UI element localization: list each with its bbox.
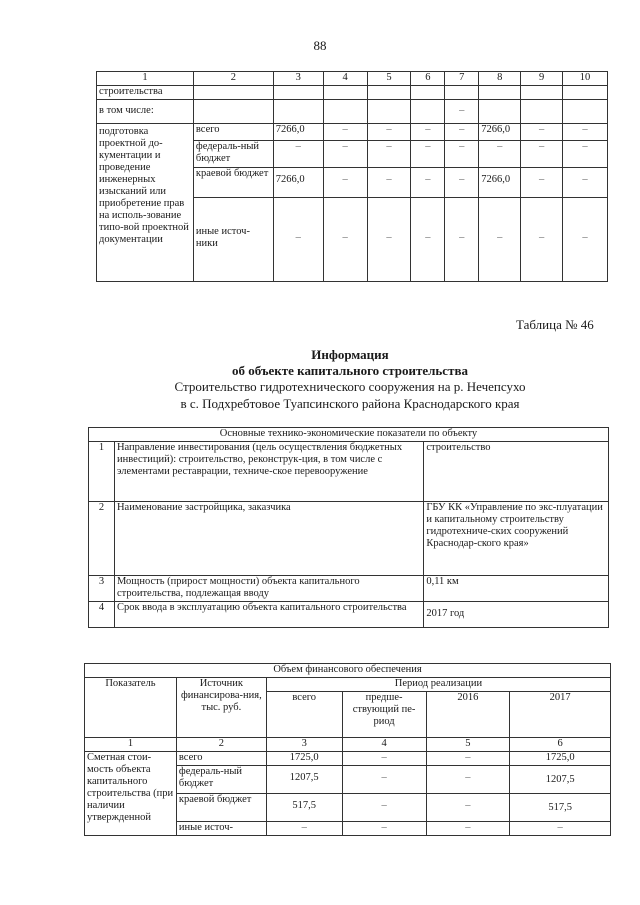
source-cell: всего	[193, 124, 273, 141]
row-label: строительства	[97, 86, 194, 100]
col-number: 9	[521, 72, 563, 86]
indicator-value: 0,11 км	[424, 576, 609, 602]
cell-value: –	[367, 198, 411, 282]
col-2016: 2016	[426, 692, 510, 738]
design-docs-label: подготовка проектной до-кументации и проведение инженерных изысканий или приобретение прав на исполь-зование типо-вой проектной документации	[97, 124, 194, 282]
cell-value: 1207,5	[266, 766, 342, 794]
indicator-value: ГБУ КК «Управление по экс-плуатации и капитальному строительству гидротехниче-ских сооружений Краснодар-ского края»	[424, 502, 609, 576]
cell-value: –	[323, 141, 367, 168]
source-cell: иные источ-	[176, 822, 266, 836]
indicator-value: строительство	[424, 442, 609, 502]
period-header: Период реализации	[266, 678, 610, 692]
object-name-line-2: в с. Подхребтовое Туапсинского района Краснодарского края	[180, 396, 520, 411]
cell-value: 1725,0	[266, 752, 342, 766]
table-row	[97, 124, 608, 141]
table-row	[97, 86, 608, 100]
row-number: 2	[89, 502, 115, 576]
cell-value: –	[411, 198, 445, 282]
cell-value: 7266,0	[273, 168, 323, 198]
table-row	[89, 442, 609, 502]
table-number-label: Таблица № 46	[516, 317, 594, 332]
cell-value: –	[445, 168, 479, 198]
cell-value: –	[521, 168, 563, 198]
col-number: 5	[426, 738, 510, 752]
indicators-header-row	[89, 428, 609, 442]
cell-value: 7266,0	[479, 168, 521, 198]
table-row	[89, 576, 609, 602]
col-number: 6	[411, 72, 445, 86]
indicator-label: Срок ввода в эксплуатацию объекта капитального строительства	[114, 602, 423, 628]
finance-colhead-row	[85, 678, 611, 692]
cell-value: –	[367, 168, 411, 198]
col-number: 4	[323, 72, 367, 86]
cell-value: –	[510, 822, 611, 836]
cell-value: –	[445, 141, 479, 168]
column-number-row	[85, 738, 611, 752]
row-number: 4	[89, 602, 115, 628]
cell-value: –	[445, 100, 479, 124]
col-number: 2	[193, 72, 273, 86]
col-number: 7	[445, 72, 479, 86]
cell-value: –	[426, 822, 510, 836]
cell-value: –	[563, 198, 608, 282]
cell-value: –	[426, 794, 510, 822]
indicator-label: Направление инвестирования (цель осуществления бюджетных инвестиций): строительство, реконструк-ция, в том числе с элементами реставрации, техниче-ское перевооружение	[114, 442, 423, 502]
cell-value: 517,5	[510, 794, 611, 822]
cell-value: –	[563, 124, 608, 141]
cell-value: –	[323, 168, 367, 198]
page-number: 88	[313, 38, 327, 53]
col-indicator: Показатель	[85, 678, 177, 738]
cell-value: –	[521, 198, 563, 282]
cell-value: 7266,0	[479, 124, 521, 141]
cell-value: –	[411, 124, 445, 141]
cell-value: –	[273, 141, 323, 168]
cell-value: –	[479, 141, 521, 168]
cell-value: –	[266, 822, 342, 836]
cell-value: –	[367, 141, 411, 168]
object-name-line-1: Строительство гидротехнического сооружения на р. Нечепсухо	[174, 379, 526, 394]
column-number-row	[97, 72, 608, 86]
cell-value: –	[342, 794, 426, 822]
source-cell: всего	[176, 752, 266, 766]
indicator-label: Наименование застройщика, заказчика	[114, 502, 423, 576]
indicators-header: Основные технико-экономические показатели по объекту	[89, 428, 609, 442]
cell-value: –	[323, 198, 367, 282]
indicator-label: Мощность (прирост мощности) объекта капитального строительства, подлежащая вводу	[114, 576, 423, 602]
cell-value: –	[563, 168, 608, 198]
col-source: Источник финансирова-ния, тыс. руб.	[176, 678, 266, 738]
cell-value: –	[479, 198, 521, 282]
col-total: всего	[266, 692, 342, 738]
col-previous-period: предше-ствующий пе-риод	[342, 692, 426, 738]
col-number: 3	[273, 72, 323, 86]
row-number: 3	[89, 576, 115, 602]
col-number: 10	[563, 72, 608, 86]
cell-value: 517,5	[266, 794, 342, 822]
source-cell: краевой бюджет	[193, 168, 273, 198]
col-number: 8	[479, 72, 521, 86]
col-2017: 2017	[510, 692, 611, 738]
cell-value: –	[411, 141, 445, 168]
table-row	[89, 502, 609, 576]
cell-value: 1725,0	[510, 752, 611, 766]
cell-value: –	[521, 141, 563, 168]
cell-value: –	[273, 198, 323, 282]
finance-table	[84, 663, 611, 836]
cell-value: –	[342, 766, 426, 794]
col-number: 2	[176, 738, 266, 752]
col-number: 4	[342, 738, 426, 752]
cell-value: 1207,5	[510, 766, 611, 794]
cell-value: –	[342, 822, 426, 836]
cell-value: –	[445, 124, 479, 141]
cell-value: –	[563, 141, 608, 168]
cell-value: –	[342, 752, 426, 766]
cell-value: –	[445, 198, 479, 282]
col-number: 6	[510, 738, 611, 752]
estimate-label: Сметная стои-мость объекта капитального строительства (при наличии утвержденной	[85, 752, 177, 836]
source-cell: иные источ-ники	[193, 198, 273, 282]
table-row	[85, 752, 611, 766]
cell-value: 7266,0	[273, 124, 323, 141]
indicators-table	[88, 427, 609, 628]
table-row	[97, 100, 608, 124]
row-number: 1	[89, 442, 115, 502]
info-title: Информация	[311, 347, 389, 362]
cell-value: –	[426, 766, 510, 794]
cell-value: –	[521, 124, 563, 141]
cell-value: –	[367, 124, 411, 141]
source-cell: краевой бюджет	[176, 794, 266, 822]
row-label: в том числе:	[97, 100, 194, 124]
finance-header-row	[85, 664, 611, 678]
col-number: 1	[97, 72, 194, 86]
info-subtitle: об объекте капитального строительства	[232, 363, 468, 378]
cell-value: –	[411, 168, 445, 198]
source-cell: федераль-ный бюджет	[193, 141, 273, 168]
source-cell: федераль-ный бюджет	[176, 766, 266, 794]
finance-header: Объем финансового обеспечения	[85, 664, 611, 678]
col-number: 5	[367, 72, 411, 86]
budget-table-continued	[96, 71, 608, 282]
indicator-value: 2017 год	[424, 602, 609, 628]
table-row	[89, 602, 609, 628]
cell-value: –	[323, 124, 367, 141]
cell-value: –	[426, 752, 510, 766]
col-number: 1	[85, 738, 177, 752]
col-number: 3	[266, 738, 342, 752]
